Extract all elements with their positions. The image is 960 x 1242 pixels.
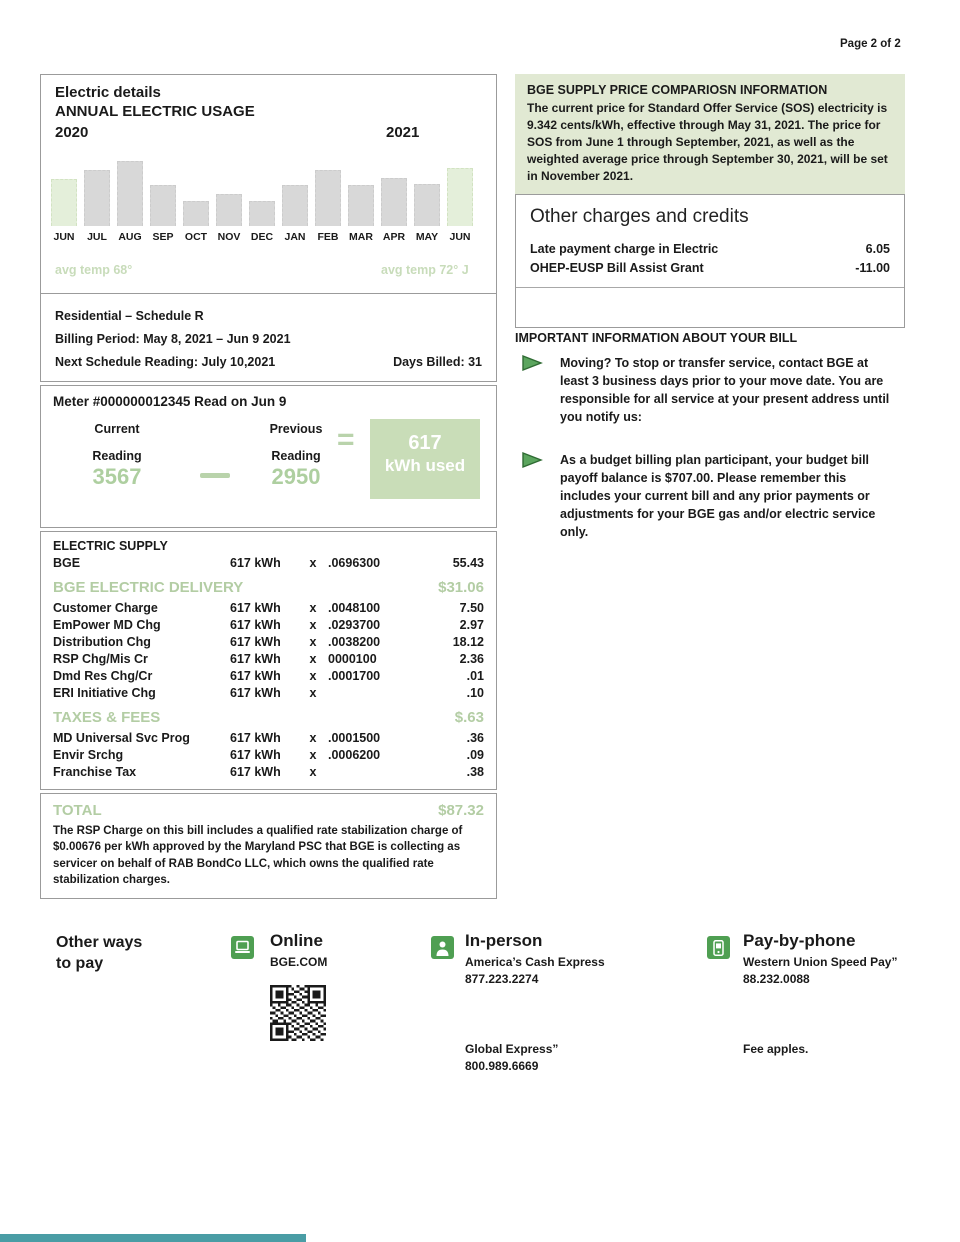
previous-reading-value: 2950 — [271, 464, 321, 489]
usage-bar-oct-4 — [183, 201, 209, 226]
charge-rate: .0001700 — [328, 669, 381, 683]
month-label-aug-2: AUG — [118, 231, 142, 243]
reading-equation — [53, 409, 484, 517]
charge-rate: .0696300 — [328, 556, 381, 570]
laptop-icon — [231, 936, 254, 959]
in-person-phone: 877.223.2274 — [465, 972, 539, 986]
in-person-title: In-person — [465, 931, 543, 950]
days-billed-label: Days Billed: 31 — [393, 355, 482, 369]
avg-temp-left: avg temp 68° — [55, 263, 133, 277]
charge-label: RSP Chg/Mis Cr — [53, 652, 148, 666]
charge-section-amount: $.63 — [454, 709, 484, 726]
person-icon — [431, 936, 454, 959]
other-charge-row — [516, 240, 904, 259]
charges-table-box — [40, 531, 497, 790]
charge-rate — [328, 685, 420, 702]
usage-bar-aug-2 — [117, 161, 143, 226]
charge-item-row — [53, 651, 484, 668]
month-label-nov-5: NOV — [217, 231, 241, 243]
other-charges-title: Other charges and credits — [530, 206, 749, 227]
charge-qty: 617 kWh — [230, 652, 281, 666]
month-label-apr-10: APR — [382, 231, 406, 243]
charge-section-row — [53, 707, 484, 728]
charge-qty: 617 kWh — [230, 618, 281, 632]
month-label-may-11: MAY — [415, 231, 439, 243]
usage-bar-may-11 — [414, 184, 440, 226]
footer-teal-bar — [0, 1234, 306, 1242]
other-charge-row — [516, 259, 904, 278]
charge-operator: x — [309, 601, 317, 615]
charge-item-row — [53, 600, 484, 617]
charge-operator: x — [309, 765, 317, 779]
previous-label: Previous — [269, 422, 323, 436]
charge-amount: .09 — [466, 748, 484, 762]
avg-temp-right: avg temp 72° J — [381, 263, 469, 277]
meter-number-line: Meter #000000012345 Read on Jun 9 — [53, 394, 287, 409]
other-charge-label: Late payment charge in Electric — [530, 242, 719, 256]
charge-amount: .36 — [466, 731, 484, 745]
charge-header-label: ELECTRIC SUPPLY — [53, 539, 168, 553]
charge-label: EmPower MD Chg — [53, 618, 161, 632]
total-amount: $87.32 — [438, 802, 484, 819]
qr-code — [270, 985, 326, 1041]
charge-rate: .0006200 — [328, 748, 381, 762]
pay-heading-line1: Other ways — [56, 934, 143, 951]
info-bullet — [515, 451, 905, 541]
month-label-jun-0: JUN — [53, 231, 75, 243]
usage-bar-jul-1 — [84, 170, 110, 226]
year-right-label: 2021 — [386, 124, 420, 141]
charge-qty: 617 kWh — [230, 669, 281, 683]
charge-operator: x — [309, 618, 317, 632]
charge-label: MD Universal Svc Prog — [53, 731, 190, 745]
month-label-sep-3: SEP — [152, 231, 174, 243]
charge-operator: x — [309, 652, 317, 666]
charge-section-label: BGE ELECTRIC DELIVERY — [53, 579, 244, 596]
charge-qty: 617 kWh — [230, 601, 281, 615]
rsp-charge-note: The RSP Charge on this bill includes a qualified rate stabilization charge of $0.00676 per kWh approved by the Maryland PSC that BGE is collecting as servicer on behalf of RAB BondCo LLC, which owns the qualified rate stabilization charges. — [53, 825, 463, 886]
important-info-title: IMPORTANT INFORMATION ABOUT YOUR BILL — [515, 331, 798, 345]
global-express-label: Global Express” — [465, 1042, 559, 1056]
charge-amount: .10 — [466, 686, 484, 700]
month-label-oct-4: OCT — [184, 231, 208, 243]
kwh-used-unit: kWh used — [384, 456, 466, 475]
charge-label: ERI Initiative Chg — [53, 686, 156, 700]
annual-usage-title: ANNUAL ELECTRIC USAGE — [55, 103, 255, 120]
charge-operator: x — [309, 731, 317, 745]
charge-item-row — [53, 668, 484, 685]
charge-label: Customer Charge — [53, 601, 158, 615]
pay-by-phone-title: Pay-by-phone — [743, 931, 856, 950]
in-person-extra — [465, 1041, 558, 1075]
equals-sign: = — [337, 423, 355, 456]
charge-amount: 18.12 — [452, 635, 484, 649]
avg-temp-row — [55, 263, 482, 279]
current-reading-value: 3567 — [92, 464, 142, 489]
charge-operator: x — [309, 669, 317, 683]
charge-item-row — [53, 555, 484, 572]
month-label-jul-1: JUL — [87, 231, 107, 243]
charge-item-row — [53, 685, 484, 702]
fee-note: Fee apples. — [743, 1042, 809, 1056]
total-row — [53, 800, 484, 821]
usage-bar-nov-5 — [216, 194, 242, 226]
charge-header-row — [53, 538, 484, 555]
pay-by-phone-extra — [743, 1041, 808, 1058]
online-url: BGE.COM — [270, 955, 328, 969]
charge-operator: x — [309, 635, 317, 649]
charge-amount: 2.97 — [459, 618, 484, 632]
charge-rate: 0000100 — [328, 652, 377, 666]
total-label: TOTAL — [53, 802, 102, 819]
pay-by-phone-column — [743, 931, 898, 988]
charge-section-amount: $31.06 — [438, 579, 484, 596]
charge-qty: 617 kWh — [230, 748, 281, 762]
charge-qty: 617 kWh — [230, 556, 281, 570]
global-express-phone: 800.989.6669 — [465, 1059, 539, 1073]
other-charges-box — [515, 194, 905, 328]
charge-label: Franchise Tax — [53, 765, 137, 779]
charge-qty: 617 kWh — [230, 765, 281, 779]
current-reading-label: Reading — [92, 449, 142, 463]
charge-rate: .0048100 — [328, 601, 381, 615]
billing-period-row: Billing Period: May 8, 2021 – Jun 9 2021 — [55, 332, 291, 346]
usage-bars — [51, 158, 486, 226]
info-bullet-text: As a budget billing plan participant, your budget bill payoff balance is $707.00. Please remember this includes your current bill and any prior payments or adjustments for your BGE gas and/or electric service only. — [560, 453, 876, 539]
other-charges-divider — [516, 287, 904, 327]
usage-bar-jun-12 — [447, 168, 473, 226]
arrow-right-icon — [521, 354, 543, 372]
minus-sign — [200, 473, 230, 478]
charge-rate: .0293700 — [328, 618, 381, 632]
charge-item-row — [53, 634, 484, 651]
chart-header — [41, 75, 496, 144]
chart-years — [55, 124, 482, 144]
previous-reading-label: Reading — [271, 449, 321, 463]
charge-operator: x — [309, 556, 317, 570]
mobile-phone-icon — [707, 936, 730, 959]
pay-heading-line2: to pay — [56, 955, 104, 973]
current-reading-column — [67, 422, 167, 490]
month-label-mar-9: MAR — [349, 231, 373, 243]
kwh-used-value: 617 — [408, 432, 442, 454]
charge-amount: 7.50 — [459, 601, 484, 615]
meter-reading-box — [40, 385, 497, 528]
other-charge-label: OHEP-EUSP Bill Assist Grant — [530, 261, 704, 275]
charge-label: BGE — [53, 556, 81, 570]
schedule-row: Residential – Schedule R — [55, 309, 204, 323]
kwh-used-box — [370, 419, 480, 499]
other-ways-to-pay-heading — [56, 932, 142, 974]
charge-section-row — [53, 577, 484, 598]
next-reading-label: Next Schedule Reading: July 10,2021 — [55, 355, 276, 369]
total-box — [40, 793, 497, 899]
in-person-column — [465, 931, 635, 988]
online-column — [270, 931, 410, 1046]
usage-bar-jan-7 — [282, 185, 308, 226]
charge-item-row — [53, 730, 484, 747]
charge-label: Distribution Chg — [53, 635, 151, 649]
charge-item-row — [53, 747, 484, 764]
supply-price-info-box — [515, 74, 905, 200]
important-info-section — [515, 331, 905, 541]
info-bullet — [515, 354, 905, 426]
usage-bar-apr-10 — [381, 178, 407, 226]
charge-amount: 55.43 — [452, 556, 484, 570]
charge-amount: .38 — [466, 765, 484, 779]
charge-rate — [328, 764, 420, 781]
usage-chart-box — [40, 74, 497, 382]
usage-bar-dec-6 — [249, 201, 275, 226]
charge-operator: x — [309, 686, 317, 700]
charge-qty: 617 kWh — [230, 635, 281, 649]
pay-by-phone-number: 88.232.0088 — [743, 972, 810, 986]
next-reading-row — [55, 355, 482, 369]
important-info-bullets — [515, 354, 905, 541]
charge-label: Dmd Res Chg/Cr — [53, 669, 153, 683]
month-label-dec-6: DEC — [250, 231, 274, 243]
charge-label: Envir Srchg — [53, 748, 124, 762]
info-bullet-text: Moving? To stop or transfer service, contact BGE at least 3 business days prior to your move date. You are responsible for all service at your present address until you notify us: — [560, 356, 890, 424]
month-label-feb-8: FEB — [317, 231, 339, 243]
arrow-right-icon — [521, 451, 543, 469]
charge-amount: 2.36 — [459, 652, 484, 666]
pay-by-phone-line1: Western Union Speed Pay” — [743, 955, 898, 969]
electric-details-column — [40, 74, 497, 899]
year-left-label: 2020 — [55, 124, 89, 141]
other-charges-rows — [516, 240, 904, 278]
charge-section-label: TAXES & FEES — [53, 709, 161, 726]
other-charge-amount: 6.05 — [865, 242, 890, 256]
billing-info-section — [41, 293, 496, 381]
other-charge-amount: -11.00 — [855, 261, 890, 275]
online-title: Online — [270, 931, 323, 950]
charge-amount: .01 — [466, 669, 484, 683]
supply-price-body: The current price for Standard Offer Service (SOS) electricity is 9.342 cents/kWh, effective through May 31, 2021. The price for SOS from June 1 through September, 2021, as well as the weighted average price through September 30, 2021, will be set in November 2021. — [527, 101, 888, 184]
month-label-jan-7: JAN — [284, 231, 306, 243]
charge-item-row — [53, 617, 484, 634]
charge-item-row — [53, 764, 484, 781]
month-label-jun-12: JUN — [449, 231, 471, 243]
usage-bar-jun-0 — [51, 179, 77, 226]
usage-month-labels — [51, 231, 486, 243]
usage-bar-mar-9 — [348, 185, 374, 226]
charge-rate: .0001500 — [328, 731, 381, 745]
in-person-line1: America’s Cash Express — [465, 955, 605, 969]
current-label: Current — [94, 422, 140, 436]
charge-qty: 617 kWh — [230, 686, 281, 700]
charge-qty: 617 kWh — [230, 731, 281, 745]
electric-details-title: Electric details — [55, 84, 161, 101]
previous-reading-column — [246, 422, 346, 490]
supply-price-title: BGE SUPPLY PRICE COMPARIOSN INFORMATION — [527, 83, 828, 97]
charge-rate: .0038200 — [328, 635, 381, 649]
charges-rows — [53, 538, 484, 781]
usage-bar-feb-8 — [315, 170, 341, 226]
page-number: Page 2 of 2 — [840, 38, 901, 50]
usage-bar-sep-3 — [150, 185, 176, 226]
charge-operator: x — [309, 748, 317, 762]
